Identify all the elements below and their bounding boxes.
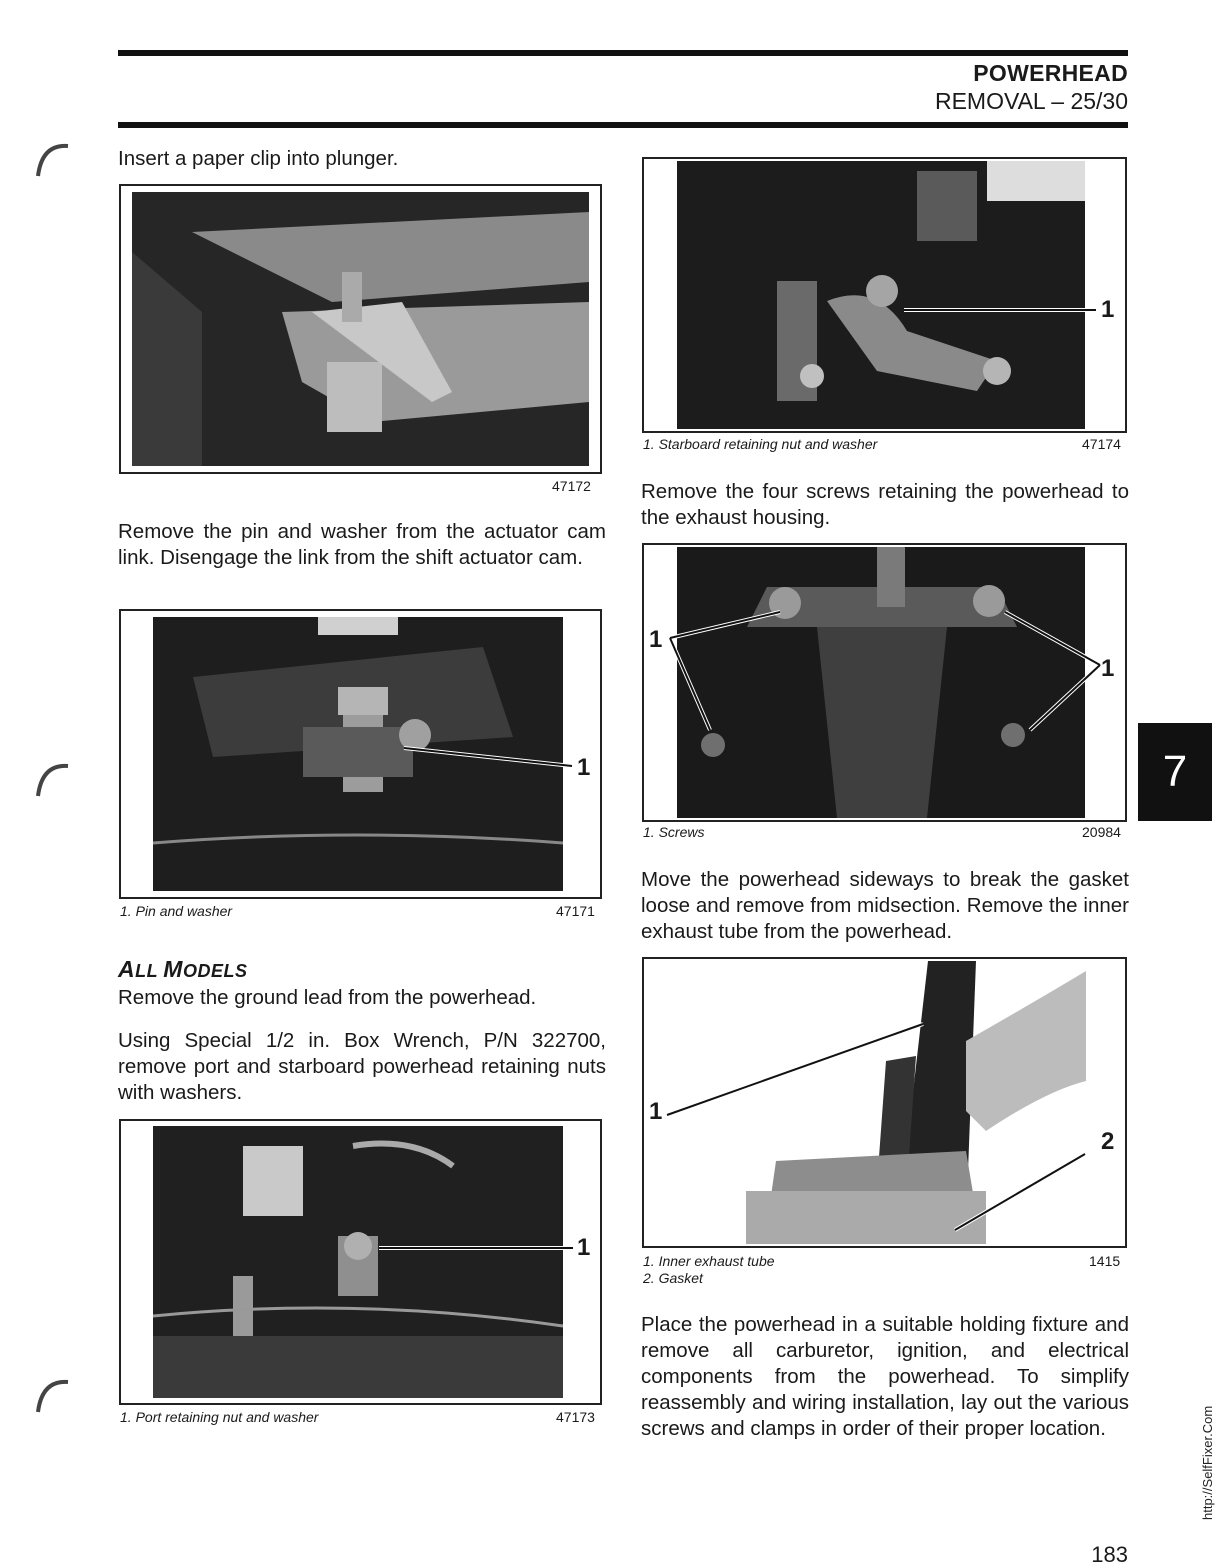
binder-hole-mark <box>32 760 72 800</box>
instruction-paragraph: Remove the pin and washer from the actuator cam link. Disengage the link from the shift actuator cam. <box>118 520 606 569</box>
figure-caption: 1. Starboard retaining nut and washer <box>643 436 878 452</box>
figure-caption: 1. Inner exhaust tube <box>643 1253 775 1269</box>
callout-number: 1 <box>577 1234 591 1261</box>
callout-leader-line <box>900 300 1100 320</box>
section-title: POWERHEAD <box>973 60 1128 86</box>
callout-number: 1 <box>1101 296 1115 323</box>
figure-caption: 1. Port retaining nut and washer <box>120 1409 319 1425</box>
figure-number: 47172 <box>552 478 591 494</box>
figure-number: 47171 <box>556 903 595 919</box>
photo-starboard-retaining-nut <box>677 161 1085 429</box>
section-subtitle: REMOVAL – 25/30 <box>934 88 1128 114</box>
callout-number: 1 <box>1101 655 1115 682</box>
figure-number: 1415 <box>1089 1253 1121 1269</box>
callout-leader-lines <box>660 590 1105 750</box>
figure-caption: 2. Gasket <box>643 1270 703 1286</box>
instruction-paragraph: Insert a paper clip into plunger. <box>118 147 399 170</box>
figure-caption: 1. Pin and washer <box>120 903 233 919</box>
callout-number: 2 <box>1101 1128 1115 1155</box>
callout-leader-line <box>375 1238 580 1258</box>
heading-letter: M <box>163 956 183 982</box>
heading-letter: A <box>118 956 136 982</box>
instruction-paragraph: Remove the four screws retaining the powerhead to the exhaust housing. <box>641 480 1129 529</box>
instruction-paragraph: Move the powerhead sideways to break the gasket loose and remove from midsection. Remove the inner exhaust tube from the powerhead. <box>641 868 1129 943</box>
callout-number: 1 <box>649 1098 663 1125</box>
callout-leader-lines <box>665 1020 1105 1240</box>
page-number: 183 <box>1091 1542 1128 1567</box>
section-heading-all-models <box>118 956 247 983</box>
instruction-paragraph: Using Special 1/2 in. Box Wrench, P/N 322700, remove port and starboard powerhead retaining nuts with washers. <box>118 1029 606 1104</box>
watermark <box>1192 1382 1222 1522</box>
callout-number: 1 <box>649 626 663 653</box>
chapter-tab: 7 <box>1138 723 1212 821</box>
figure-caption: 1. Screws <box>643 824 705 840</box>
figure-number: 20984 <box>1082 824 1121 840</box>
callout-leader-line <box>400 740 580 780</box>
header-top-rule <box>118 50 1128 56</box>
binder-hole-mark <box>32 1376 72 1416</box>
callout-number: 1 <box>577 754 591 781</box>
figure-number: 47173 <box>556 1409 595 1425</box>
instruction-paragraph: Remove the ground lead from the powerhead. <box>118 986 537 1009</box>
figure-number: 47174 <box>1082 436 1121 452</box>
heading-smallcaps: ODELS <box>182 961 248 981</box>
watermark-text: http://SelfFixer.Com <box>1200 1405 1215 1520</box>
photo-paper-clip-plunger <box>132 192 589 466</box>
instruction-paragraph: Place the powerhead in a suitable holding fixture and remove all carburetor, ignition, and electrical components from the powerhead. To simplify reassembly and wiring installation, lay out the various screws and clamps in order of their proper location. <box>641 1313 1129 1440</box>
binder-hole-mark <box>32 140 72 180</box>
header-bottom-rule <box>118 122 1128 128</box>
photo-port-retaining-nut <box>153 1126 563 1398</box>
heading-smallcaps: LL <box>135 961 164 981</box>
